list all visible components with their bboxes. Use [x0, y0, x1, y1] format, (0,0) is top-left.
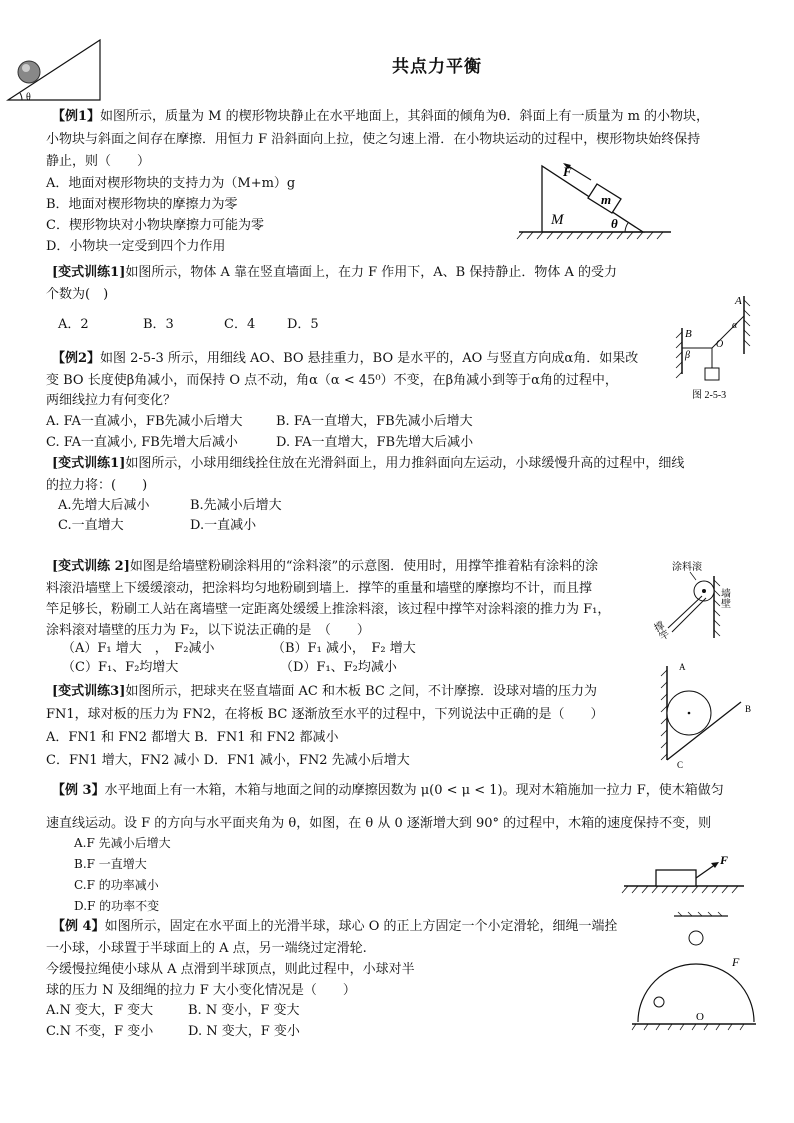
- box-pull-figure: [620, 850, 750, 900]
- wedge-m-label: m: [601, 192, 612, 207]
- ex2-line-1: 【例2】如图 2-5-3 所示，用细线 AO、BO 悬挂重力，BO 是水平的，AO 与竖直方向成α角．如果改: [52, 351, 639, 366]
- corner-incline-figure: [0, 0, 110, 110]
- ex1-line-3: 静止，则（ ）: [46, 154, 151, 169]
- wedge-f-label: F: [563, 164, 572, 179]
- v1-option-c: C．4: [224, 317, 256, 332]
- v1-line-1: [变式训练1]如图所示，物体 A 靠在竖直墙面上，在力 F 作用下，A、B 保持静止．物体 A 的受力: [52, 265, 618, 280]
- ex3-line-2: 速直线运动。设 F 的方向与水平面夹角为 θ，如图，在 θ 从 0 逐渐增大到 90° 的过程中，木箱的速度保持不变，则: [46, 816, 712, 831]
- ex3-option-a: A.F 先减小后增大: [74, 836, 171, 850]
- ex1-option-b: B．地面对楔形物块的摩擦力为零: [46, 197, 238, 212]
- v3-line-2: FN1，球对板的压力为 FN2，在将板 BC 逐渐放至水平的过程中，下列说法中正确的是（ ）: [46, 707, 604, 722]
- ex2-label: 【例2】: [52, 351, 101, 366]
- v1b-line-1: [变式训练1]如图所示，小球用细线拴住放在光滑斜面上，用力推斜面向左运动，小球缓慢升高的过程中，细线: [52, 456, 685, 471]
- box-f-label: F: [720, 853, 729, 867]
- v1-label: [变式训练1]: [52, 265, 126, 280]
- wall-o-label: O: [716, 339, 724, 350]
- ex4-option-c: C.N 不变，F 变小: [46, 1024, 154, 1039]
- v2-option-b: （B）F₁ 减小， F₂ 增大: [272, 641, 416, 656]
- ex3-option-d: D.F 的功率不变: [74, 899, 160, 913]
- v2-line-1: [变式训练 2]如图是给墙壁粉刷涂料用的“涂料滚”的示意图．使用时，用撑竿推着粘有涂料的涂: [52, 559, 599, 574]
- ex3-option-c: C.F 的功率减小: [74, 878, 159, 892]
- ex1-option-d: D．小物块一定受到四个力作用: [46, 239, 226, 254]
- v1b-option-c: C.一直增大: [58, 518, 124, 533]
- ex4-label: 【例 4】: [52, 919, 105, 934]
- v1-option-b: B．3: [143, 317, 174, 332]
- v3-line-1: [变式训练3]如图所示，把球夹在竖直墙面 AC 和木板 BC 之间，不计摩擦．设球对墙的压力为: [52, 684, 597, 699]
- ex4-option-a: A.N 变大，F 变大: [46, 1003, 154, 1018]
- ex4-line-1: 【例 4】如图所示，固定在水平面上的光滑半球，球心 O 的正上方固定一个小定滑轮，细绳一端拴: [52, 919, 618, 934]
- wall-hang-figure: [672, 294, 752, 404]
- ex2-line-2: 变 BO 长度使β角减小，而保持 O 点不动，角α（α < 45⁰）不变，在β角减小到等于α角的过程中，: [46, 373, 618, 388]
- ex1-option-a: A．地面对楔形物块的支持力为（M+m）g: [46, 176, 296, 191]
- ballboard-a-label: A: [679, 662, 686, 672]
- wedge-figure: [515, 160, 675, 245]
- ballboard-b-label: B: [745, 704, 752, 714]
- roller-figure: [650, 558, 750, 643]
- ex4-option-b: B. N 变小，F 变大: [188, 1003, 300, 1018]
- ex2-option-a: A. FA一直减小，FB先减小后增大: [46, 414, 243, 429]
- v3-option-cd: C．FN1 增大，FN2 减小 D．FN1 减小，FN2 先减小后增大: [46, 753, 410, 768]
- ex1-option-c: C．楔形物块对小物块摩擦力可能为零: [46, 218, 264, 233]
- ex2-option-c: C. FA一直减小, FB先增大后减小: [46, 435, 238, 450]
- v1b-option-a: A.先增大后减小: [58, 498, 150, 513]
- ex1-line-1: 【例1】如图所示，质量为 M 的楔形物块静止在水平地面上，其斜面的倾角为θ．斜面上有一质量为 m 的小物块，: [52, 109, 710, 124]
- v3-label: [变式训练3]: [52, 684, 126, 699]
- hemi-f-label: F: [732, 955, 740, 969]
- ballboard-c-label: C: [677, 760, 684, 770]
- roller-label: 涂料滚: [672, 562, 702, 573]
- v2-option-d: （D）F₁、F₂均减小: [280, 660, 397, 675]
- v1b-line-2: 的拉力将：( ): [46, 478, 148, 493]
- v1b-option-d: D.一直减小: [190, 518, 257, 533]
- wall-a-label: A: [735, 295, 742, 307]
- ex2-line-3: 两细线拉力有何变化？: [46, 393, 177, 408]
- v1-option-d: D．5: [287, 317, 319, 332]
- v3-option-ab: A．FN1 和 FN2 都增大 B．FN1 和 FN2 都减小: [46, 730, 339, 745]
- ex4-line-4: 球的压力 N 及细绳的拉力 F 大小变化情况是（ ）: [46, 983, 356, 998]
- wedge-theta-label: θ: [611, 216, 618, 231]
- v2-line-4: 涂料滚对墙壁的压力为 F₂，以下说法正确的是 （ ）: [46, 623, 370, 638]
- hemisphere-figure: [628, 910, 758, 1035]
- v2-line-2: 料滚沿墙壁上下缓缓滚动，把涂料均匀地粉刷到墙上．撑竿的重量和墙壁的摩擦均不计，而且撑: [46, 581, 593, 596]
- ex2-option-b: B. FA一直增大，FB先减小后增大: [276, 414, 473, 429]
- v1-line-2: 个数为( ): [46, 287, 109, 302]
- ex3-label: 【例 3】: [52, 783, 105, 798]
- v1-option-a: A．2: [58, 317, 89, 332]
- ex4-line-3: 今缓慢拉绳使小球从 A 点滑到半球顶点，则此过程中，小球对半: [46, 962, 415, 977]
- v1b-option-b: B.先减小后增大: [190, 498, 282, 513]
- ball-board-figure: [655, 660, 755, 770]
- ex2-option-d: D. FA一直增大，FB先增大后减小: [276, 435, 474, 450]
- ex4-option-d: D. N 变大，F 变小: [188, 1024, 300, 1039]
- roller-rod-label: 撑竿: [650, 620, 670, 644]
- wall-alpha-label: α: [732, 320, 738, 331]
- ex1-line-2: 小物块与斜面之间存在摩擦．用恒力 F 沿斜面向上拉，使之匀速上滑．在小物块运动的过程中，楔形物块始终保持: [46, 132, 701, 147]
- v2-line-3: 竿足够长，粉刷工人站在离墙壁一定距离处缓缓上推涂料滚，该过程中撑竿对涂料滚的推力为 F₁，: [46, 602, 611, 617]
- ex3-line-1: 【例 3】水平地面上有一木箱，木箱与地面之间的动摩擦因数为 μ(0 < μ < 1)。现对木箱施加一拉力 F，使木箱做匀: [52, 783, 724, 798]
- corner-theta-label: θ: [26, 92, 31, 103]
- page-title: 共点力平衡: [392, 57, 482, 77]
- roller-wall-label: 墙壁: [718, 588, 730, 608]
- wall-b-label: B: [685, 328, 692, 340]
- wall-caption: 图 2-5-3: [692, 390, 727, 401]
- wedge-big-m-label: M: [551, 212, 564, 228]
- hemi-o-label: O: [696, 1011, 704, 1023]
- v2-option-a: （A）F₁ 增大 ， F₂减小: [62, 641, 215, 656]
- v2-label: [变式训练 2]: [52, 559, 130, 574]
- v2-option-c: （C）F₁、F₂均增大: [62, 660, 179, 675]
- wall-beta-label: β: [685, 350, 690, 361]
- ex4-line-2: 一小球，小球置于半球面上的 A 点，另一端绕过定滑轮.: [46, 941, 367, 956]
- ex3-option-b: B.F 一直增大: [74, 857, 147, 871]
- v1b-label: [变式训练1]: [52, 456, 126, 471]
- ex1-label: 【例1】: [52, 109, 101, 124]
